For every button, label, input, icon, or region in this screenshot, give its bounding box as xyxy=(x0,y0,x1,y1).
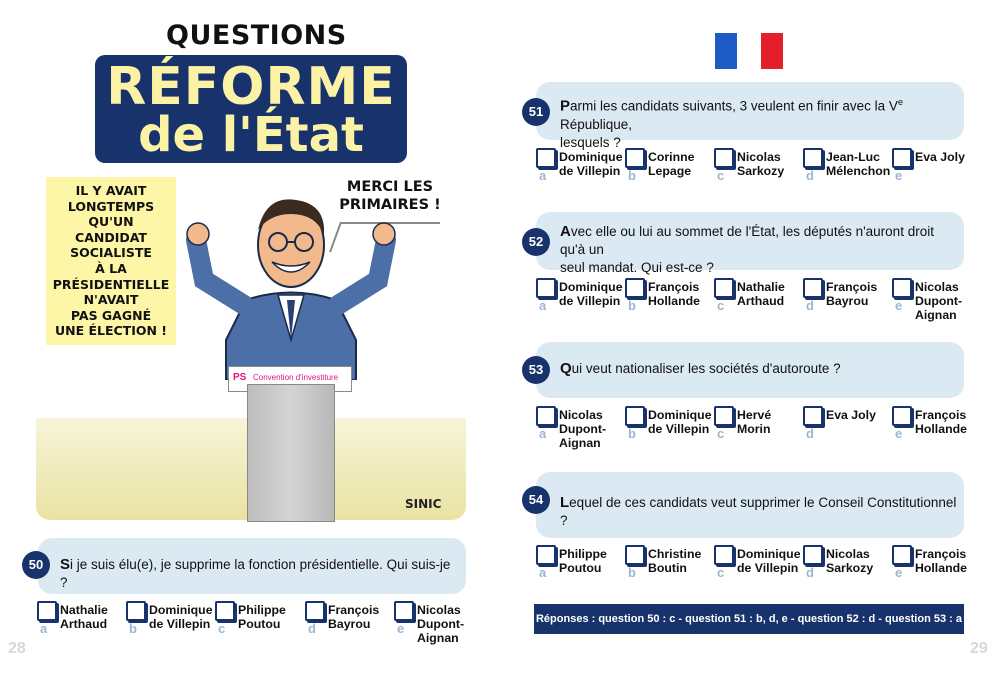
right-page xyxy=(500,0,1000,678)
options-group xyxy=(500,406,1000,476)
podium-sign-text: Convention d'investiture xyxy=(253,373,339,382)
option[interactable] xyxy=(126,601,216,671)
page-number: 29 xyxy=(970,640,988,657)
option-label: Jean-Luc Mélenchon xyxy=(826,150,891,178)
option-label: Eva Joly xyxy=(915,150,965,164)
option-label: Christine Boutin xyxy=(648,547,702,575)
option-label: Philippe Poutou xyxy=(559,547,607,575)
option-letter: d xyxy=(308,621,316,636)
checkbox[interactable] xyxy=(803,148,823,168)
option-label: Nicolas Sarkozy xyxy=(737,150,785,178)
option-label: François Bayrou xyxy=(328,603,380,631)
page-number: 28 xyxy=(8,640,26,657)
checkbox[interactable] xyxy=(892,545,912,565)
question-number: 52 xyxy=(522,228,550,256)
option[interactable] xyxy=(892,278,982,348)
option-letter: d xyxy=(806,298,814,313)
option[interactable] xyxy=(625,406,715,476)
option-letter: a xyxy=(539,298,547,313)
option[interactable] xyxy=(536,406,626,476)
checkbox[interactable] xyxy=(536,545,556,565)
answers-banner: Réponses : question 50 : c - question 51 : b, d, e - question 52 : d - question 53 : a - question 54 : a xyxy=(534,604,964,634)
flag-stripe-white xyxy=(738,33,760,69)
podium-party: PS xyxy=(233,372,247,383)
politician-illustration xyxy=(186,190,396,380)
option-letter: b xyxy=(628,565,636,580)
option[interactable] xyxy=(803,406,893,476)
checkbox[interactable] xyxy=(892,406,912,426)
checkbox[interactable] xyxy=(714,406,734,426)
option-label: Nicolas Sarkozy xyxy=(826,547,874,575)
option[interactable] xyxy=(625,278,715,348)
question-text: Avec elle ou lui au sommet de l'État, les députés n'auront droit qu'à un seul mandat. Qui est-ce ? xyxy=(560,223,934,275)
questions-label: QUESTIONS xyxy=(166,20,347,51)
checkbox[interactable] xyxy=(536,278,556,298)
option[interactable] xyxy=(714,406,804,476)
checkbox[interactable] xyxy=(536,406,556,426)
title-banner xyxy=(95,55,407,163)
question-number: 50 xyxy=(22,551,50,579)
option-label: Nathalie Arthaud xyxy=(737,280,785,308)
option-letter: b xyxy=(129,621,137,636)
checkbox[interactable] xyxy=(625,406,645,426)
checkbox[interactable] xyxy=(625,545,645,565)
options-group xyxy=(0,601,500,671)
checkbox[interactable] xyxy=(892,278,912,298)
option[interactable] xyxy=(803,278,893,348)
checkbox[interactable] xyxy=(126,601,146,621)
checkbox[interactable] xyxy=(536,148,556,168)
option-label: Nicolas Dupont-Aignan xyxy=(915,280,963,322)
checkbox[interactable] xyxy=(625,278,645,298)
caption-note-text: IL Y AVAIT LONGTEMPS QU'UN CANDIDAT SOCIALISTE À LA PRÉSIDENTIELLE N'AVAIT PAS GAGNÉ UNE ÉLECTION ! xyxy=(52,183,170,339)
option[interactable] xyxy=(803,148,893,218)
option-label: Dominique de Villepin xyxy=(559,280,623,308)
flag-stripe-blue xyxy=(715,33,737,69)
checkbox[interactable] xyxy=(714,148,734,168)
question-text: Parmi les candidats suivants, 3 veulent en finir avec la Ve République, lesquels ? xyxy=(560,97,903,150)
option[interactable] xyxy=(714,148,804,218)
option-letter: c xyxy=(717,565,725,580)
checkbox[interactable] xyxy=(714,278,734,298)
checkbox[interactable] xyxy=(892,148,912,168)
option-letter: a xyxy=(539,565,547,580)
option-label: Hervé Morin xyxy=(737,408,772,436)
option-letter: e xyxy=(895,565,903,580)
option-letter: d xyxy=(806,426,814,441)
option-letter: c xyxy=(717,298,725,313)
question-text: Si je suis élu(e), je supprime la fonction présidentielle. Qui suis-je ? xyxy=(60,556,451,590)
title-line-1: RÉFORME xyxy=(106,57,396,117)
flag-stripe-red xyxy=(761,33,783,69)
option-letter: c xyxy=(717,168,725,183)
checkbox[interactable] xyxy=(803,278,823,298)
option-letter: e xyxy=(397,621,405,636)
option[interactable] xyxy=(892,406,982,476)
option-letter: e xyxy=(895,168,903,183)
option-letter: b xyxy=(628,168,636,183)
option-letter: c xyxy=(717,426,725,441)
options-group xyxy=(500,148,1000,218)
checkbox[interactable] xyxy=(305,601,325,621)
option-letter: a xyxy=(539,168,547,183)
question-number: 51 xyxy=(522,98,550,126)
option[interactable] xyxy=(536,148,626,218)
option[interactable] xyxy=(892,148,982,218)
checkbox[interactable] xyxy=(803,545,823,565)
option[interactable] xyxy=(714,278,804,348)
option[interactable] xyxy=(394,601,484,671)
option-label: François Hollande xyxy=(915,408,967,436)
option[interactable] xyxy=(37,601,127,671)
checkbox[interactable] xyxy=(215,601,235,621)
option[interactable] xyxy=(215,601,305,671)
question-number: 54 xyxy=(522,486,550,514)
checkbox[interactable] xyxy=(37,601,57,621)
checkbox[interactable] xyxy=(625,148,645,168)
option-label: Dominique de Villepin xyxy=(737,547,801,575)
option-label: François Hollande xyxy=(648,280,700,308)
option-label: Dominique de Villepin xyxy=(149,603,213,631)
speech-bubble-text: MERCI LES PRIMAIRES ! xyxy=(339,179,441,213)
option-letter: b xyxy=(628,298,636,313)
option-label: François Hollande xyxy=(915,547,967,575)
option-label: Nathalie Arthaud xyxy=(60,603,108,631)
question-text: Qui veut nationaliser les sociétés d'autoroute ? xyxy=(560,360,841,377)
option-letter: b xyxy=(628,426,636,441)
title-line-2: de l'État xyxy=(138,107,364,163)
option-letter: e xyxy=(895,298,903,313)
option-label: Dominique de Villepin xyxy=(559,150,623,178)
options-group xyxy=(500,278,1000,348)
question-number: 53 xyxy=(522,356,550,384)
option[interactable] xyxy=(625,148,715,218)
checkbox[interactable] xyxy=(394,601,414,621)
option-label: Corinne Lepage xyxy=(648,150,695,178)
option-label: Dominique de Villepin xyxy=(648,408,712,436)
option-label: Eva Joly xyxy=(826,408,876,422)
option-label: Philippe Poutou xyxy=(238,603,286,631)
option-letter: c xyxy=(218,621,226,636)
checkbox[interactable] xyxy=(803,406,823,426)
option[interactable] xyxy=(305,601,395,671)
option-label: Nicolas Dupont-Aignan xyxy=(417,603,465,645)
artist-signature: SINIC xyxy=(405,497,442,511)
option-letter: d xyxy=(806,168,814,183)
option-letter: d xyxy=(806,565,814,580)
french-flag-icon xyxy=(715,33,783,69)
option-letter: a xyxy=(539,426,547,441)
podium xyxy=(247,384,335,522)
option-letter: e xyxy=(895,426,903,441)
option[interactable] xyxy=(536,278,626,348)
option-label: François Bayrou xyxy=(826,280,878,308)
option-letter: a xyxy=(40,621,48,636)
checkbox[interactable] xyxy=(714,545,734,565)
option-label: Nicolas Dupont-Aignan xyxy=(559,408,607,450)
question-text: Lequel de ces candidats veut supprimer le Conseil Constitutionnel ? xyxy=(560,494,957,528)
caption-note xyxy=(46,177,176,345)
